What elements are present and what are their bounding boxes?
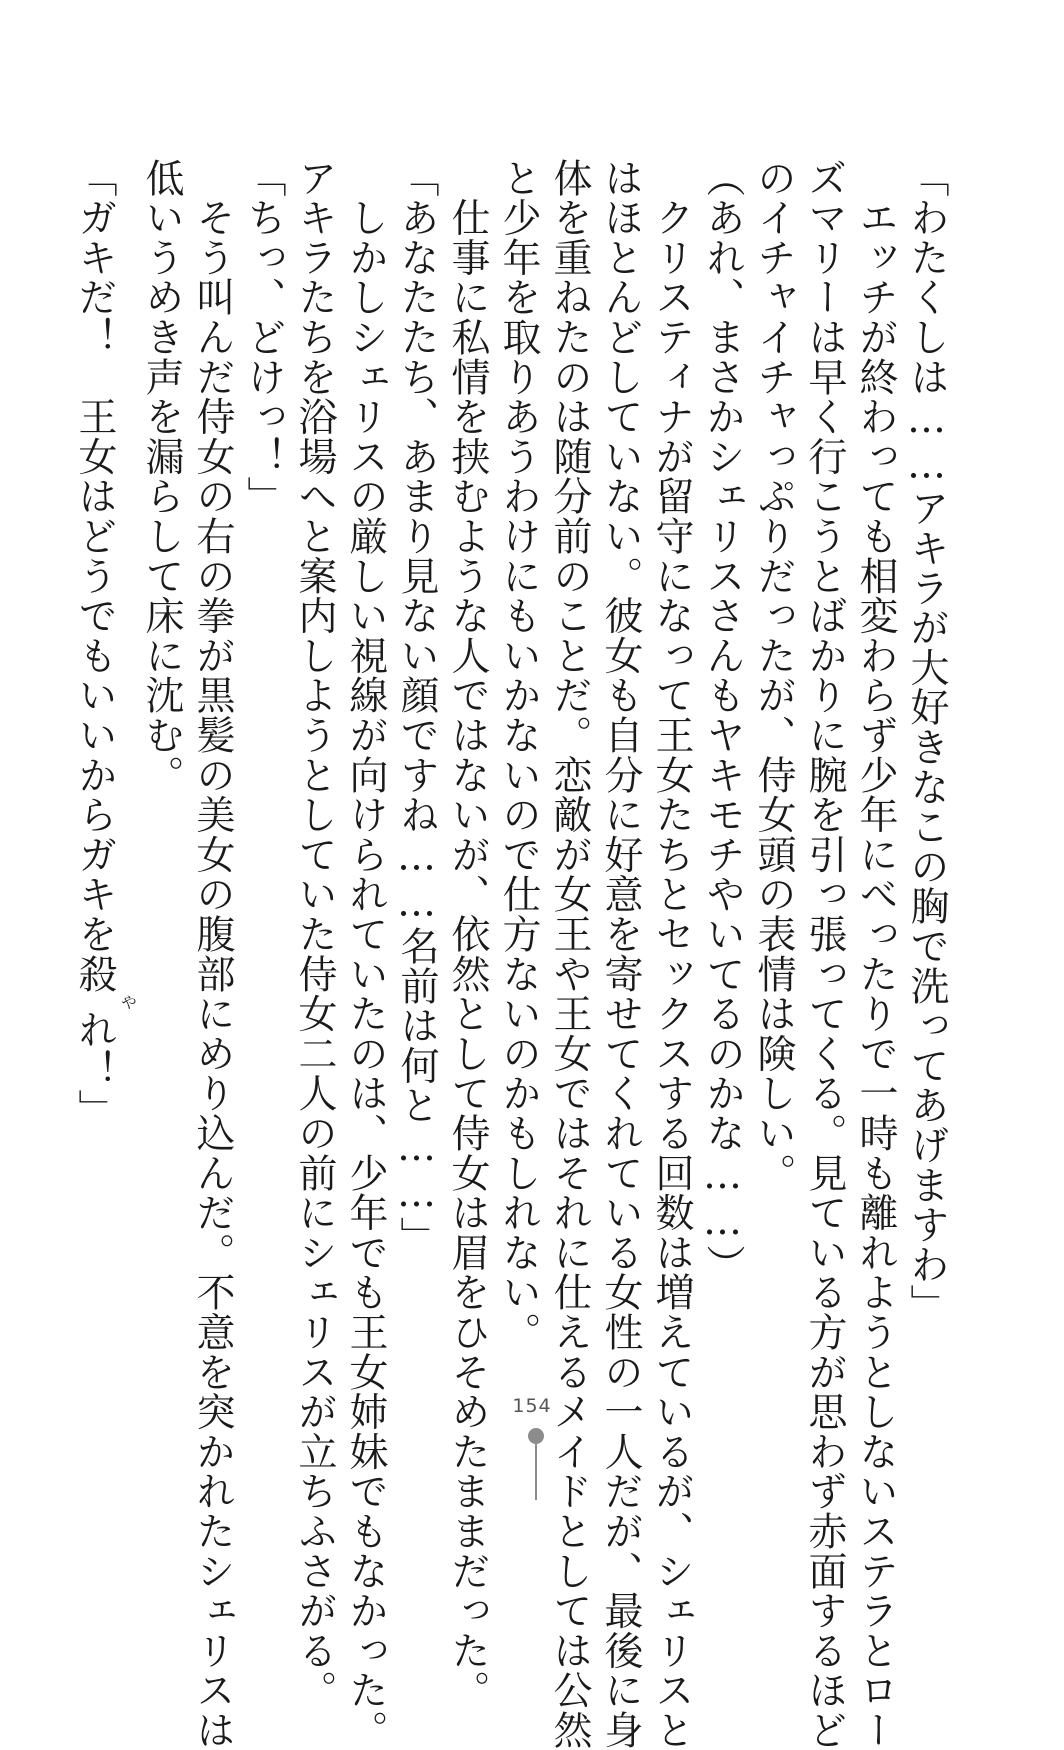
text-line: エッチが終わっても相変わらず少年にべったりで一時も離れようとしないステラとロー (853, 158, 898, 1750)
marker-dot (528, 1428, 544, 1444)
text-line: そう叫んだ侍女の右の拳が黒髪の美女の腹部にめり込んだ。不意を突かれたシェリスは (190, 158, 235, 1750)
text-line: 体を重ねたのは随分前のことだ。恋敵が女王や王女ではそれに仕えるメイドとしては公然 (547, 158, 592, 1750)
text-line: しかしシェリスの厳しい視線が向けられていたのは、少年でも王女姉妹でもなかった。 (343, 158, 388, 1750)
text-line: と少年を取りあうわけにもいかないので仕方ないのかもしれない。 (496, 158, 541, 1352)
page-number: 154 (512, 1395, 552, 1417)
text-line: 「わたくしは……アキラが大好きなこの胸で洗ってあげますわ」 (904, 158, 949, 1325)
text-line: ズマリーは早く行こうとばかりに腕を引っ張ってくる。見ている方が思わず赤面するほど (802, 158, 847, 1750)
ruby-reading: や (118, 993, 138, 1010)
ruby-base: 殺 (72, 954, 117, 994)
text-line: 「ちっ、どけっ！」 (241, 158, 286, 517)
text-segment: 「ガキだ！ 王女はどうでもいいからガキを (72, 158, 117, 954)
text-line: 低いうめき声を漏らして床に沈む。 (139, 158, 184, 795)
text-line: （あれ、まさかシェリスさんもヤキモチやいてるのかな……） (700, 158, 745, 1285)
body-text (69, 158, 952, 1750)
text-line: のイチャイチャっぷりだったが、侍女頭の表情は険しい。 (751, 158, 796, 1193)
text-line: 「あなたたち、あまり見ない顔ですね……名前は何と……」 (394, 158, 439, 1257)
text-segment: れ！」 (72, 1009, 117, 1130)
page-marker-icon (528, 1428, 544, 1500)
text-line: 仕事に私情を挟むような人ではないが、依然として侍女は眉をひそめたままだった。 (445, 158, 490, 1711)
text-line-last (69, 158, 136, 1408)
ruby-annotation (72, 954, 138, 1010)
text-line: クリスティナが留守になって王女たちとセックスする回数は増えているが、シェリスと (649, 158, 694, 1750)
text-line: はほとんどしていない。彼女も自分に好意を寄せてくれている女性の一人だが、最後に身 (598, 158, 643, 1750)
text-line: アキラたちを浴場へと案内しようとしていた侍女二人の前にシェリスが立ちふさがる。 (292, 158, 337, 1711)
marker-stem (535, 1444, 537, 1500)
